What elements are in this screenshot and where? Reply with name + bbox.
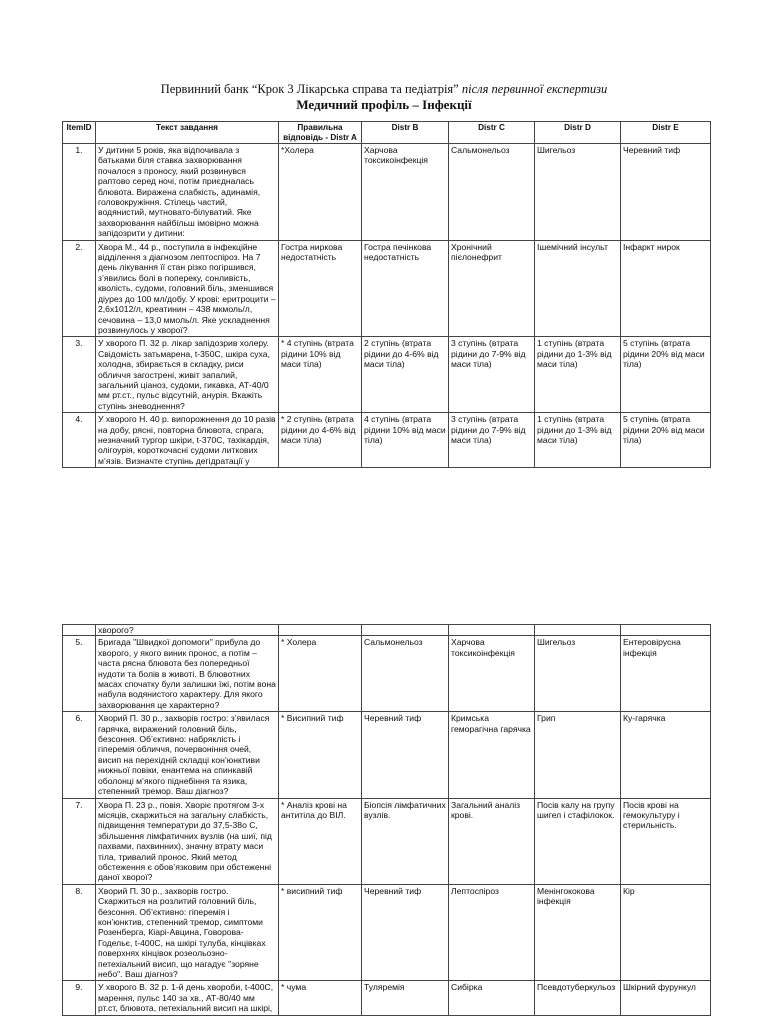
distr-e: Кір — [621, 884, 711, 981]
distr-c: Лептоспіроз — [449, 884, 535, 981]
distr-c: Загальний аналіз крові. — [449, 798, 535, 884]
distr-b: Біопсія лімфатичних вузлів. — [362, 798, 449, 884]
distr-c: Сальмонельоз — [449, 144, 535, 241]
distr-e: Черевний тиф — [621, 144, 711, 241]
header-itemid: ItemID — [63, 122, 96, 144]
distr-a: * Аналіз крові на антитіла до ВІЛ. — [279, 798, 362, 884]
distr-c: Кримська геморагічна гарячка — [449, 712, 535, 798]
document-title — [0, 82, 768, 97]
table-row — [63, 981, 711, 1015]
document-subtitle: Медичний профіль – Інфекції — [296, 97, 472, 112]
item-id: 7. — [63, 798, 96, 884]
distr-d: Грип — [535, 712, 621, 798]
item-text-continuation: хворого? — [96, 625, 279, 636]
distr-d: Ішемічний інсульт — [535, 240, 621, 337]
table-row — [63, 636, 711, 712]
distr-d: Псевдотуберкульоз — [535, 981, 621, 1015]
item-id: 2. — [63, 240, 96, 337]
distr-e: 5 ступінь (втрата рідини 20% від маси тіла) — [621, 413, 711, 468]
distr-a: * чума — [279, 981, 362, 1015]
distr-b: Харчова токсикоінфекція — [362, 144, 449, 241]
distr-d: Менінгококова інфекція — [535, 884, 621, 981]
distr-b: 4 ступінь (втрата рідини 10% від маси тіла) — [362, 413, 449, 468]
item-text: Хвора М., 44 р., поступила в інфекційне відділення з діагнозом лептоспіроз. На 7 день лікування її стан різко погіршився, з’явились болі в попереку, сонливість, кволість, судоми, головний біль, зменшився діурез до 100 мл/добу. У крові: еритроцити – 2,6х1012/л, креатинин – 438 мкмоль/л, сечовина – 13,0 ммоль/л. Яке ускладнення розвинулось у хворої? — [96, 240, 279, 337]
item-text: Хвора П. 23 р., повія. Хворіє протягом 3-х місяців, скаржиться на загальну слабкість, підвищення температури до 37,5-38о С, збільшення лімфатичних вузлів (на шиї, під пахвами, пахвинних), значну втрату маси тіла, тривалий пронос. Який метод обстеження є обов’язковим при обстеженні даної хворої? — [96, 798, 279, 884]
table-row — [63, 798, 711, 884]
distr-a: * 4 ступінь (втрата рідини 10% від маси тіла) — [279, 337, 362, 413]
distr-e: Шкірний фурункул — [621, 981, 711, 1015]
distr-a: * 2 ступінь (втрата рідини до 4-6% від маси тіла) — [279, 413, 362, 468]
table-header-row — [63, 122, 711, 144]
distr-b: 2 ступінь (втрата рідини до 4-6% від маси тіла) — [362, 337, 449, 413]
distr-c: 3 ступінь (втрата рідини до 7-9% від маси тіла) — [449, 413, 535, 468]
header-text: Текст завдання — [96, 122, 279, 144]
questions-table-page2 — [62, 624, 711, 1016]
table-row — [63, 337, 711, 413]
item-text: Хворий П. 30 р., захворів гостро. Скаржиться на розлитий головний біль, безсоння. Об’єктивно: гіперемія і кон’юнктив, степенний тремор, симптоми Розенберга, Кіарі-Авцина, Говорова-Годельє, t-400С, на шкірі тулуба, кінцівках поверхнях кінцівок розеольозно-петехіальний висип, що нагадує "зоряне небо". Ваш діагноз? — [96, 884, 279, 981]
table-row — [63, 884, 711, 981]
item-id: 8. — [63, 884, 96, 981]
item-id: 5. — [63, 636, 96, 712]
distr-a: *Холера — [279, 144, 362, 241]
distr-e: Посів крові на гемокультуру і стерильність. — [621, 798, 711, 884]
distr-e: Інфаркт нирок — [621, 240, 711, 337]
distr-d: Шигельоз — [535, 144, 621, 241]
distr-a: * Висипний тиф — [279, 712, 362, 798]
item-id: 3. — [63, 337, 96, 413]
distr-b: Черевний тиф — [362, 712, 449, 798]
item-text: Бригада "Швидкої допомоги" прибула до хворого, у якого виник пронос, а потім – часта рясна блювота без попередньої нудоти та болів в животі. В блювотних масах спочатку були залишки їжі, потім вона набула водянистого характеру. Для якого захворювання це характерно? — [96, 636, 279, 712]
header-distr-e: Distr E — [621, 122, 711, 144]
distr-b: Гостра печінкова недостатність — [362, 240, 449, 337]
distr-d: Шигельоз — [535, 636, 621, 712]
title-italic: після первинної експертизи — [458, 82, 608, 96]
table-row — [63, 413, 711, 468]
item-text: У хворого Н. 40 р. випорожнення до 10 разів на добу, рясні, повторна блювота, спрага, незначний тургор шкіри, t-370С, тахікардія, олігоурія, короткочасні судоми литкових м’язів. Визначте ступінь дегідратації у — [96, 413, 279, 468]
table-row-continuation — [63, 625, 711, 636]
table-row — [63, 712, 711, 798]
distr-e: Ентеровірусна інфекція — [621, 636, 711, 712]
header-distr-b: Distr B — [362, 122, 449, 144]
item-text: У хворого П. 32 р. лікар запідозрив холеру. Свідомість затьмарена, t-350С, шкіра суха, холодна, збирається в складку, риси обличчя загострені, живіт запалий, загальний ціаноз, судоми, гикавка, АТ-40/0 мм рт.ст., пульс відсутній, анурія. Вкажіть ступінь зневоднення? — [96, 337, 279, 413]
table-row — [63, 144, 711, 241]
distr-b: Туляремія — [362, 981, 449, 1015]
distr-c: Сибірка — [449, 981, 535, 1015]
item-text: Хворий П. 30 р., захворів гостро: з’явилася гарячка, виражений головний біль, безсоння. Об’єктивно: набряклість і гіперемія обличчя, почервоніння очей, висип на перехідній складці кон’юнктиви нижньої повіки, енантема на спинкавій оболонці м’якого піднебіння та язика, степенний тремор. Ваш діагноз? — [96, 712, 279, 798]
distr-b: Сальмонельоз — [362, 636, 449, 712]
table-row — [63, 240, 711, 337]
distr-d: 1 ступінь (втрата рідини до 1-3% від маси тіла) — [535, 413, 621, 468]
distr-a: * висипний тиф — [279, 884, 362, 981]
item-id: 6. — [63, 712, 96, 798]
distr-d: 1 ступінь (втрата рідини до 1-3% від маси тіла) — [535, 337, 621, 413]
distr-a: * Холера — [279, 636, 362, 712]
distr-c: Хронічний пієлонефрит — [449, 240, 535, 337]
distr-b: Черевний тиф — [362, 884, 449, 981]
header-distr-a: Правильна відповідь - Distr A — [279, 122, 362, 144]
item-id: 1. — [63, 144, 96, 241]
distr-c: Харчова токсикоінфекція — [449, 636, 535, 712]
item-text: У хворого В. 32 р. 1-й день хвороби, t-400С, марення, пульс 140 за хв., АТ-80/40 мм рт.ст, блювота, петехіальний висип на шкірі, — [96, 981, 279, 1015]
distr-d: Посів калу на групу шигел і стафілокок. — [535, 798, 621, 884]
item-text: У дитини 5 років, яка відпочивала з батьками біля ставка захворювання почалося з проносу, який розвинувся раптово серед ночі, потім приєдналась блювота. Виражена слабкість, адинамія, головокружіння. Стілець частий, водянистий, мутновато-білуватий. Яке захворювання найбільш імовірно можна запідозрити у дитини: — [96, 144, 279, 241]
distr-a: Гостра ниркова недостатність — [279, 240, 362, 337]
header-distr-c: Distr C — [449, 122, 535, 144]
item-id: 9. — [63, 981, 96, 1015]
distr-e: 5 ступінь (втрата рідини 20% від маси тіла) — [621, 337, 711, 413]
questions-table-page1 — [62, 121, 711, 468]
item-id — [63, 625, 96, 636]
distr-c: 3 ступінь (втрата рідини до 7-9% від маси тіла) — [449, 337, 535, 413]
title-main: Первинний банк “Крок 3 Лікарська справа та педіатрія” — [160, 82, 459, 96]
distr-e: Ку-гарячка — [621, 712, 711, 798]
item-id: 4. — [63, 413, 96, 468]
header-distr-d: Distr D — [535, 122, 621, 144]
